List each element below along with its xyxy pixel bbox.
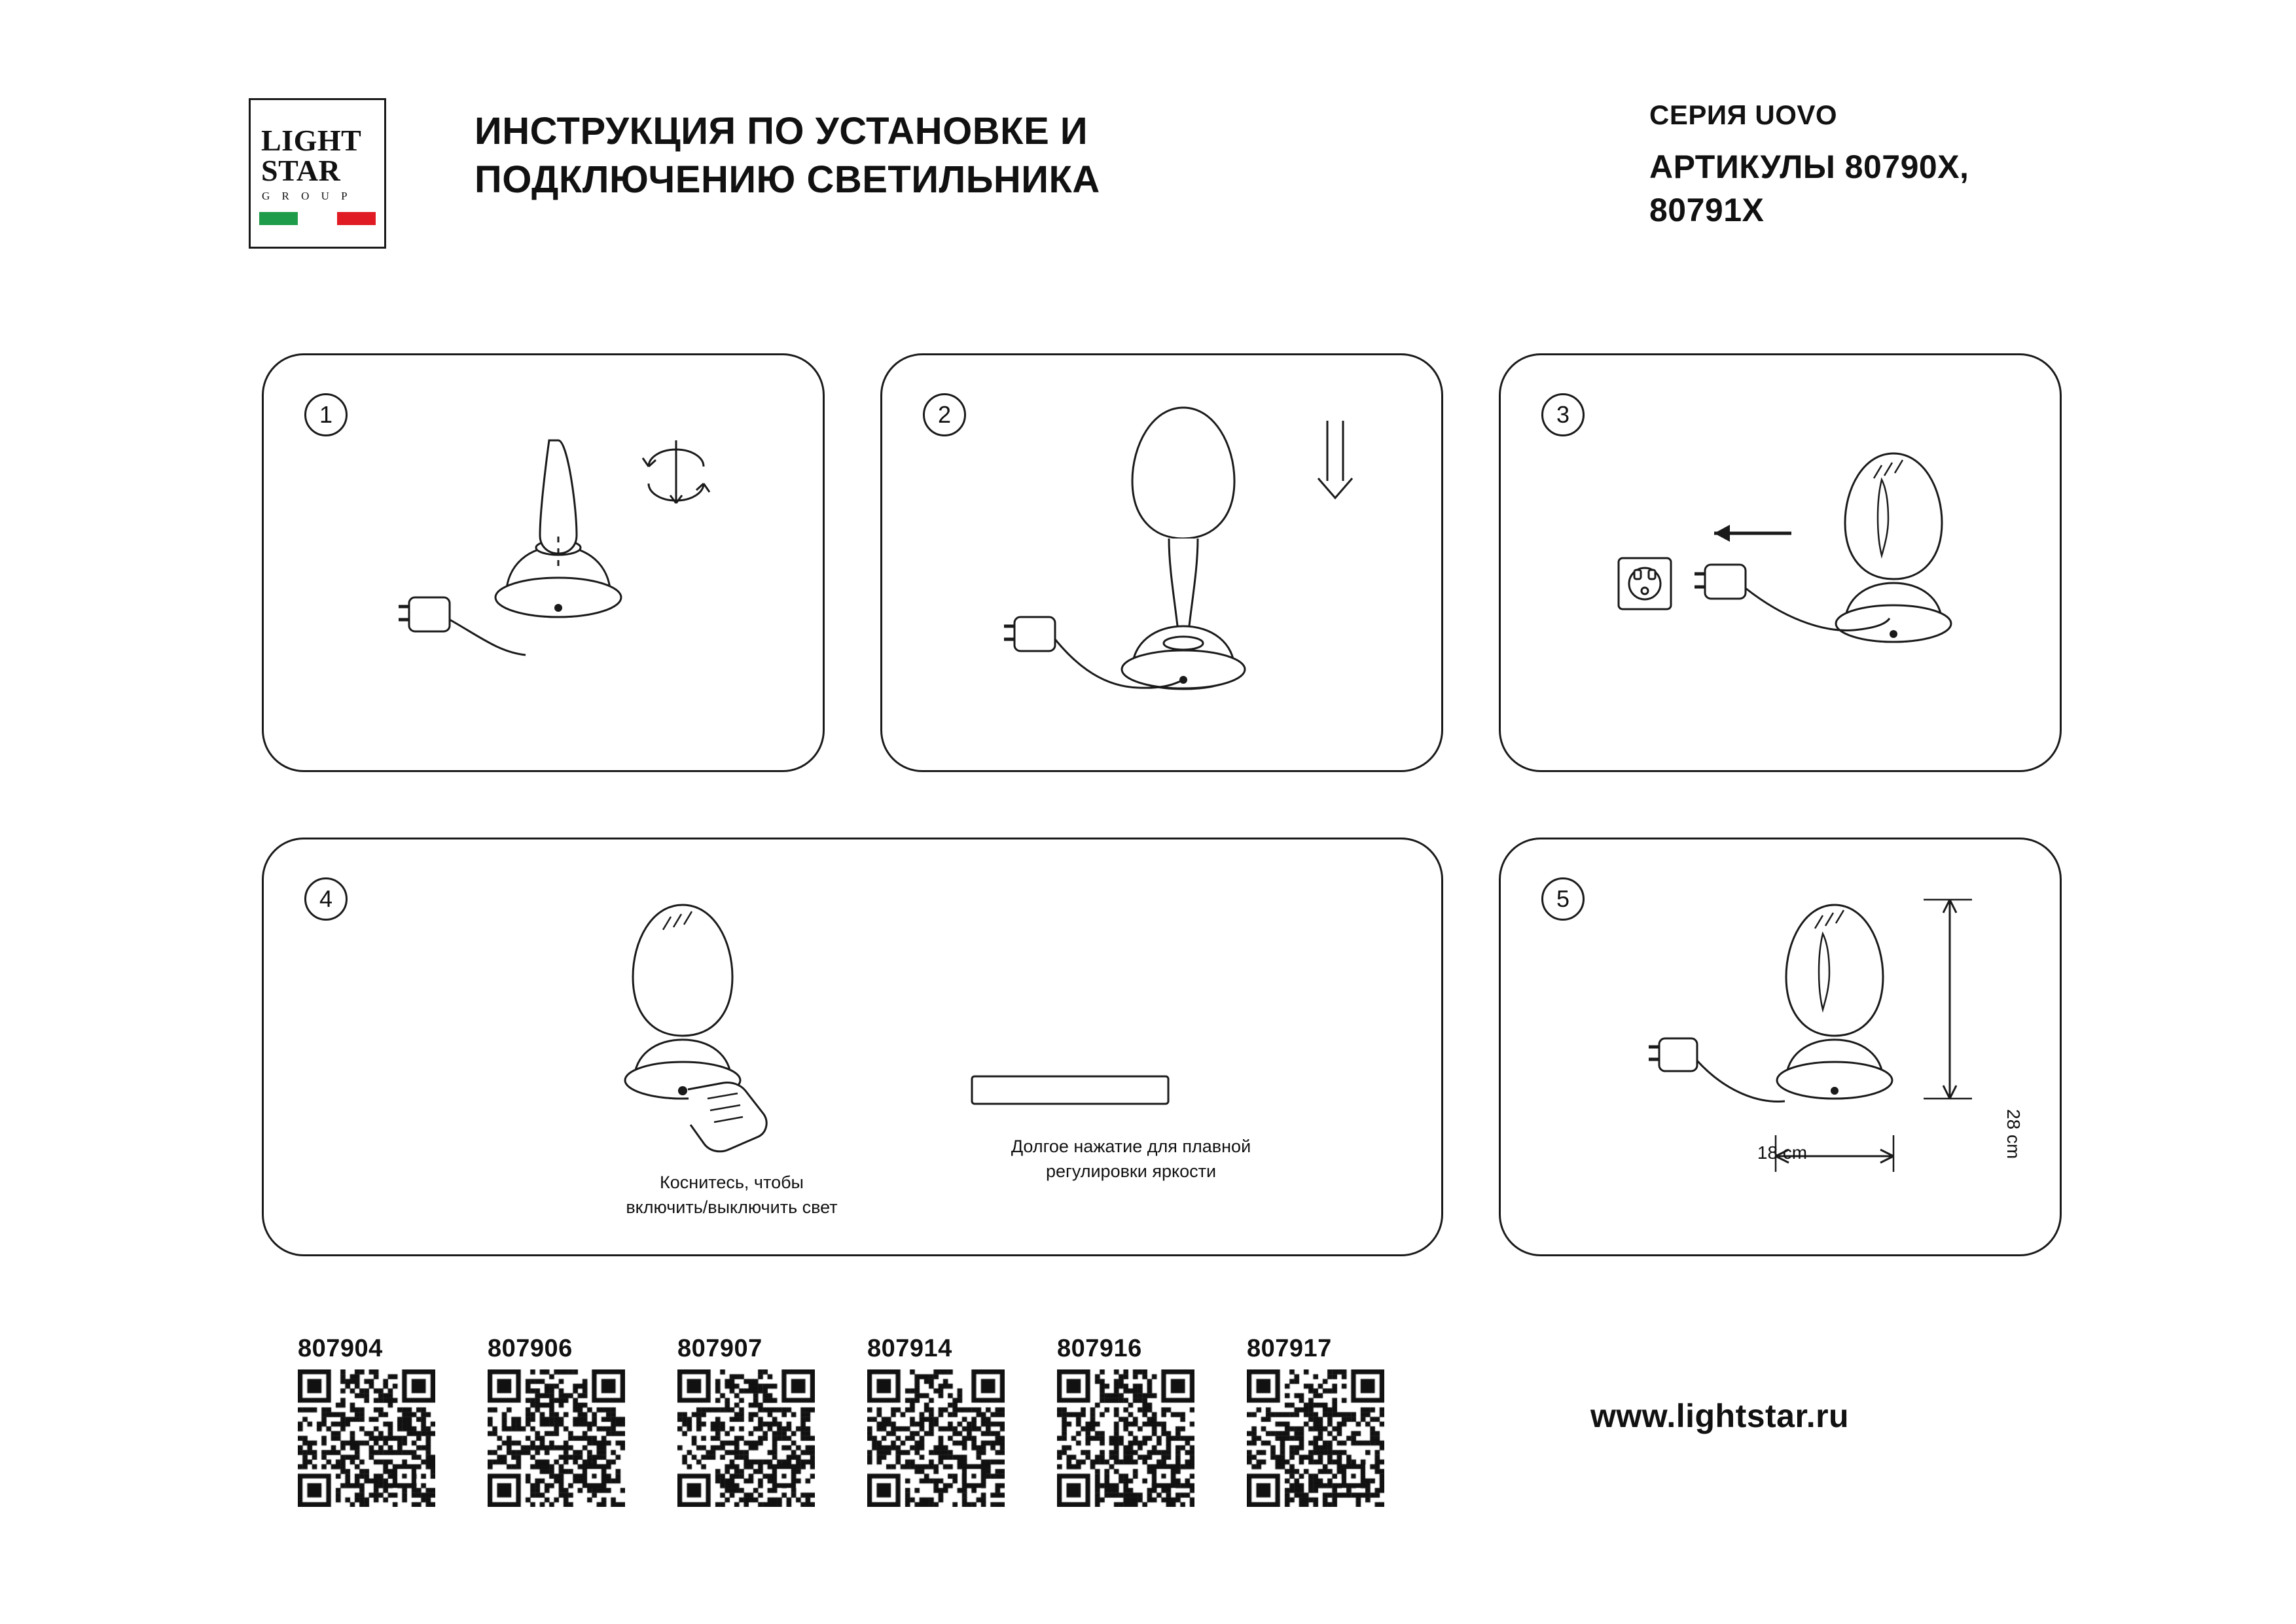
step-5-illustration [1592,879,2037,1219]
series-label: СЕРИЯ UOVO [1649,99,1838,130]
qr-code-image[interactable] [1247,1369,1384,1507]
qr-code-image[interactable] [488,1369,625,1507]
qr-item[interactable] [677,1335,834,1507]
caption-right-line-2: регулировки яркости [1045,1161,1217,1181]
step-number-3: 3 [1541,393,1585,436]
qr-code-image[interactable] [677,1369,815,1507]
step-panel-2 [880,353,1443,772]
qr-item[interactable] [1247,1335,1404,1507]
dimension-width-label: 18 cm [1757,1142,1808,1163]
caption-left-line-1: Коснитесь, чтобы [660,1173,804,1192]
qr-code-image[interactable] [1057,1369,1194,1507]
qr-label: 807904 [298,1335,383,1362]
step-4-caption-right [925,1134,1337,1184]
qr-item[interactable] [867,1335,1024,1507]
step-4-caption-left [542,1170,922,1220]
website-url[interactable]: www.lightstar.ru [1590,1398,1850,1434]
title-line-1: ИНСТРУКЦИЯ ПО УСТАНОВКЕ И [475,110,1088,152]
step-1-illustration [355,401,814,728]
article-line-2: 80791X [1649,192,1765,228]
qr-item[interactable] [1057,1335,1214,1507]
qr-item[interactable] [488,1335,645,1507]
brightness-bar-icon [971,1075,1206,1121]
caption-right-line-1: Долгое нажатие для плавной [1011,1137,1251,1156]
step-number-5: 5 [1541,877,1585,921]
step-2-illustration [961,381,1432,748]
qr-code-image[interactable] [298,1369,435,1507]
brand-logo [249,98,386,249]
step-panel-1 [262,353,825,772]
step-number-2: 2 [923,393,966,436]
logo-subtitle: G R O U P [262,190,352,202]
header [249,92,2055,262]
qr-code-list [298,1335,1463,1525]
logo-line-1: LIGHT [261,124,362,157]
qr-item[interactable] [298,1335,455,1507]
page-title [475,107,1404,204]
step-4-illustration [578,879,1036,1173]
italian-flag-icon [259,212,376,225]
step-number-4: 4 [304,877,348,921]
step-panel-4 [262,838,1443,1256]
qr-label: 807907 [677,1335,762,1362]
article-line-1: АРТИКУЛЫ 80790X, [1649,149,1969,185]
qr-label: 807914 [867,1335,952,1362]
title-line-2: ПОДКЛЮЧЕНИЮ СВЕТИЛЬНИКА [475,158,1100,201]
qr-label: 807906 [488,1335,573,1362]
step-panel-5 [1499,838,2062,1256]
caption-left-line-2: включить/выключить свет [626,1197,838,1217]
series-info [1649,101,2186,232]
dimension-height-label: 28 cm [2003,1109,2024,1159]
qr-code-image[interactable] [867,1369,1005,1507]
step-number-1: 1 [304,393,348,436]
logo-line-2: STAR [261,154,341,187]
step-3-illustration [1586,408,2044,722]
qr-label: 807916 [1057,1335,1142,1362]
qr-label: 807917 [1247,1335,1332,1362]
step-panel-3 [1499,353,2062,772]
